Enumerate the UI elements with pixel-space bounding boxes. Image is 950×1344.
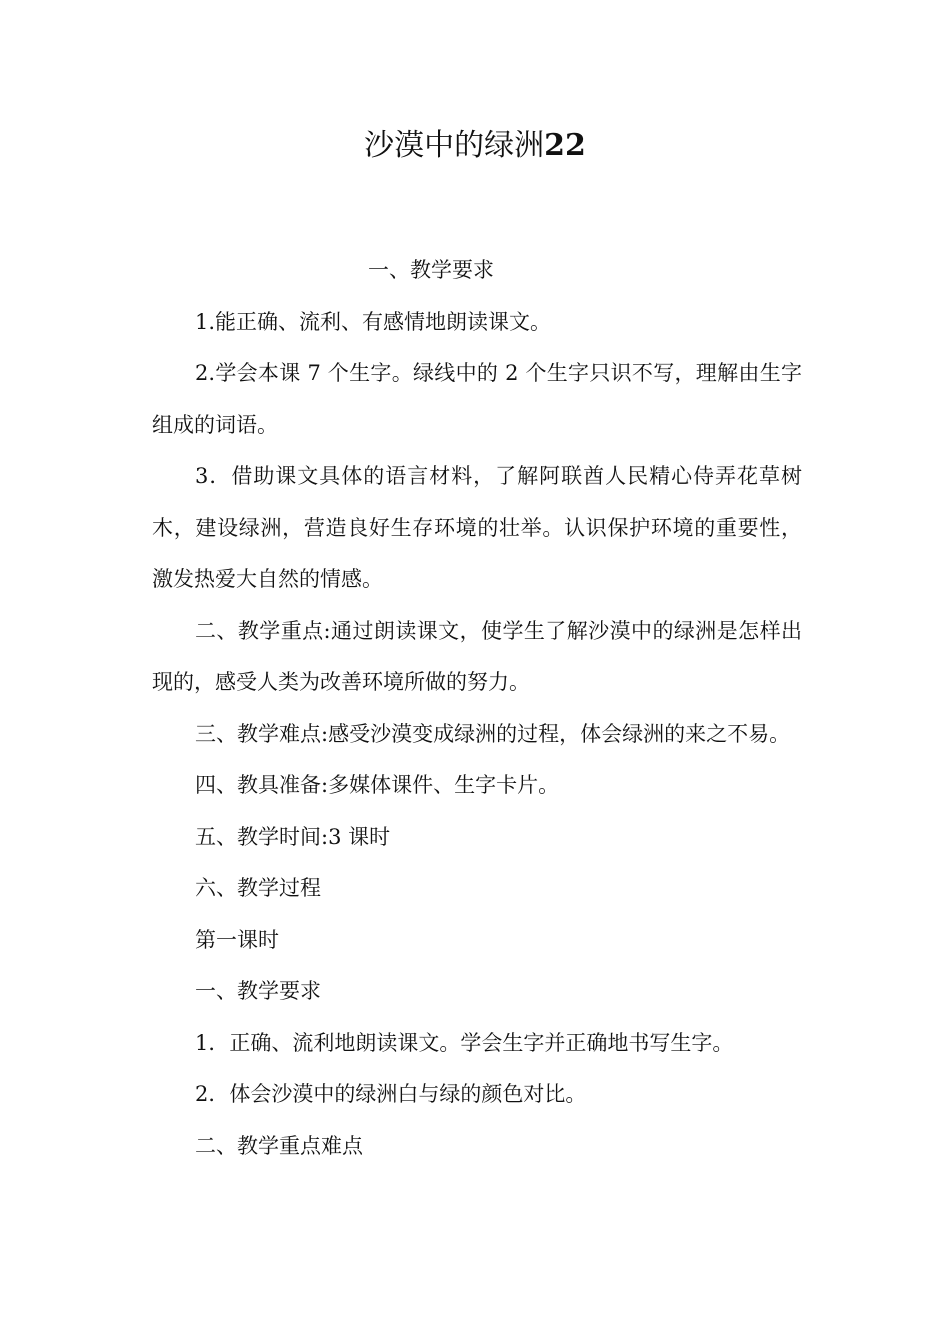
paragraph: 2.学会本课 7 个生字。绿线中的 2 个生字只识不写，理解由生字组成的词语。 xyxy=(152,361,802,437)
paragraph: 一、教学要求 xyxy=(195,979,321,1003)
paragraph: 二、教学重点难点 xyxy=(195,1133,363,1158)
paragraph: 三、教学难点:感受沙漠变成绿洲的过程，体会绿洲的来之不易。 xyxy=(195,721,791,746)
paragraph: 六、教学过程 xyxy=(195,876,321,900)
paragraph: 3．借助课文具体的语言材料，了解阿联酋人民精心侍弄花草树木，建设绿洲，营造良好生存环境的壮举。认识保护环境的重要性，激发热爱大自然的情感。 xyxy=(152,464,802,591)
document-body xyxy=(152,245,802,1172)
paragraph: 四、教具准备:多媒体课件、生字卡片。 xyxy=(195,773,560,797)
paragraph: 二、教学重点:通过朗读课文，使学生了解沙漠中的绿洲是怎样出现的，感受人类为改善环境所做的努力。 xyxy=(152,618,802,694)
paragraph: 1．正确、流利地朗读课文。学会生字并正确地书写生字。 xyxy=(195,1030,734,1055)
section-heading: 一、教学要求 xyxy=(368,258,494,282)
paragraph: 第一课时 xyxy=(195,927,279,952)
title-text: 沙漠中的绿洲 xyxy=(364,128,545,163)
document-title xyxy=(0,124,950,168)
paragraph: 2．体会沙漠中的绿洲白与绿的颜色对比。 xyxy=(195,1082,587,1106)
paragraph: 1.能正确、流利、有感情地朗读课文。 xyxy=(195,309,552,334)
title-number: 22 xyxy=(544,128,586,163)
paragraph: 五、教学时间:3 课时 xyxy=(195,824,391,849)
